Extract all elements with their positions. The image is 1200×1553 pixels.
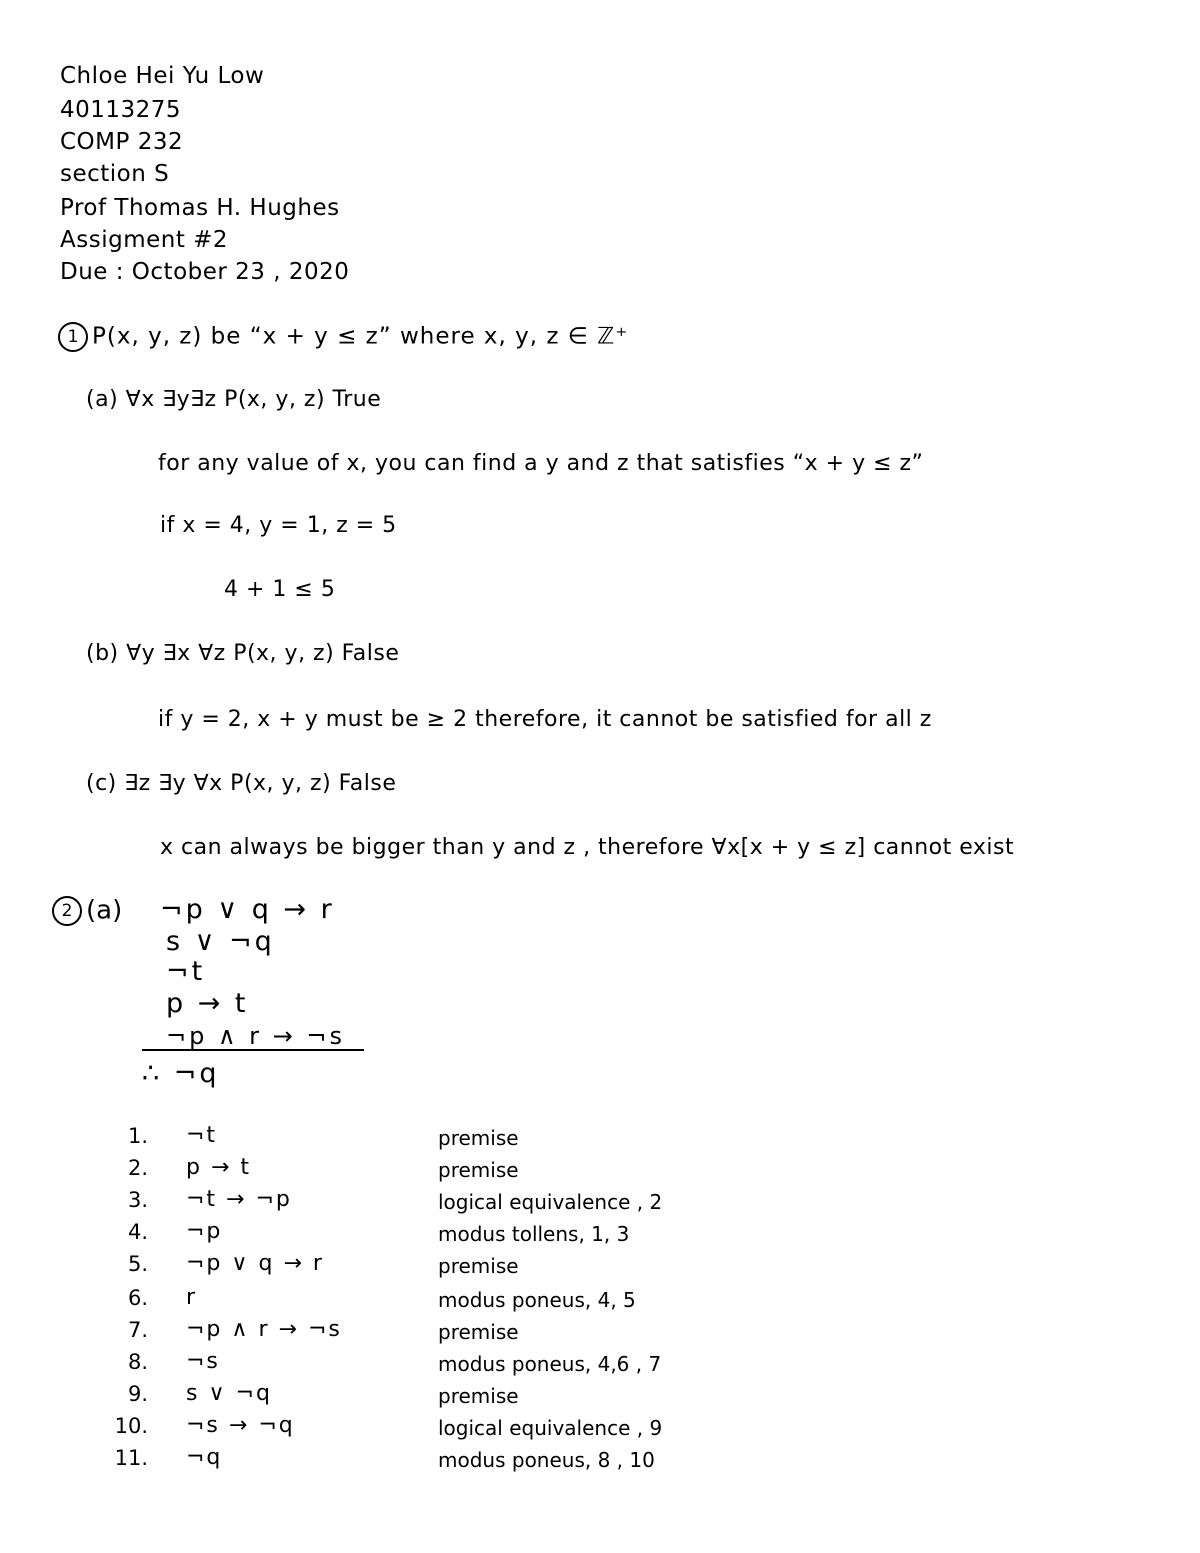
q1-number-circle: 1 bbox=[58, 322, 88, 352]
q1-predicate: P(x, y, z) be “x + y ≤ z” where x, y, z ∈ ℤ⁺ bbox=[92, 323, 629, 350]
q1a-label: (a) ∀x ∃y∃z P(x, y, z) True bbox=[86, 387, 382, 412]
q2-premise-1: ¬p ∨ q → r bbox=[160, 894, 335, 925]
q2-premise-3: ¬t bbox=[166, 956, 206, 987]
step-justification: logical equivalence , 9 bbox=[438, 1416, 663, 1440]
step-justification: logical equivalence , 2 bbox=[438, 1190, 663, 1214]
step-statement: ¬p ∨ q → r bbox=[186, 1251, 324, 1276]
step-justification: premise bbox=[438, 1384, 519, 1408]
q2-conclusion: ∴ ¬q bbox=[142, 1058, 220, 1089]
step-justification: premise bbox=[438, 1126, 519, 1150]
step-number: 9. bbox=[127, 1382, 148, 1406]
q2-premise-2: s ∨ ¬q bbox=[166, 926, 275, 957]
professor-name: Prof Thomas H. Hughes bbox=[60, 195, 340, 221]
step-number: 8. bbox=[127, 1350, 148, 1374]
step-justification: modus poneus, 4,6 , 7 bbox=[438, 1352, 662, 1376]
argument-divider bbox=[142, 1049, 364, 1051]
step-statement: ¬t → ¬p bbox=[186, 1187, 292, 1212]
assignment-title: Assigment #2 bbox=[60, 227, 229, 253]
q1a-example-check: 4 + 1 ≤ 5 bbox=[224, 577, 336, 602]
course-code: COMP 232 bbox=[60, 129, 184, 155]
q2-heading bbox=[52, 896, 122, 926]
step-justification: modus poneus, 8 , 10 bbox=[438, 1448, 655, 1472]
q2-part-label: (a) bbox=[86, 895, 123, 926]
step-statement: ¬s bbox=[186, 1349, 220, 1374]
q1c-label: (c) ∃z ∃y ∀x P(x, y, z) False bbox=[86, 771, 397, 796]
step-number: 4. bbox=[127, 1220, 148, 1244]
student-name: Chloe Hei Yu Low bbox=[60, 63, 265, 89]
step-number: 1. bbox=[127, 1124, 148, 1148]
q2-premise-5: ¬p ∧ r → ¬s bbox=[166, 1022, 346, 1050]
q2-number-circle: 2 bbox=[52, 896, 82, 926]
step-number: 7. bbox=[127, 1318, 148, 1342]
step-statement: ¬t bbox=[186, 1123, 218, 1148]
step-statement: r bbox=[186, 1285, 198, 1310]
step-statement: p → t bbox=[186, 1155, 252, 1180]
step-statement: ¬s → ¬q bbox=[186, 1413, 295, 1438]
step-statement: ¬q bbox=[186, 1445, 223, 1470]
step-number: 2. bbox=[127, 1156, 148, 1180]
step-justification: premise bbox=[438, 1254, 519, 1278]
step-number: 5. bbox=[127, 1252, 148, 1276]
q1c-explanation: x can always be bigger than y and z , therefore ∀x[x + y ≤ z] cannot exist bbox=[160, 835, 1015, 860]
step-statement: ¬p ∧ r → ¬s bbox=[186, 1317, 342, 1342]
student-id: 40113275 bbox=[60, 97, 182, 123]
step-number: 3. bbox=[127, 1188, 148, 1212]
q1-statement bbox=[58, 322, 628, 352]
q1b-label: (b) ∀y ∃x ∀z P(x, y, z) False bbox=[86, 641, 400, 666]
step-number: 11. bbox=[114, 1446, 148, 1470]
step-number: 10. bbox=[114, 1414, 148, 1438]
step-justification: modus poneus, 4, 5 bbox=[438, 1288, 636, 1312]
q2-premise-4: p → t bbox=[166, 988, 249, 1019]
q1a-example: if x = 4, y = 1, z = 5 bbox=[160, 513, 397, 538]
course-section: section S bbox=[60, 161, 170, 187]
q1b-explanation: if y = 2, x + y must be ≥ 2 therefore, it cannot be satisfied for all z bbox=[158, 707, 932, 732]
step-statement: ¬p bbox=[186, 1219, 223, 1244]
step-number: 6. bbox=[127, 1286, 148, 1310]
step-statement: s ∨ ¬q bbox=[186, 1381, 272, 1406]
q1a-explanation: for any value of x, you can find a y and z that satisfies “x + y ≤ z” bbox=[158, 451, 924, 476]
due-date: Due : October 23 , 2020 bbox=[60, 259, 350, 285]
step-justification: premise bbox=[438, 1320, 519, 1344]
step-justification: modus tollens, 1, 3 bbox=[438, 1222, 630, 1246]
step-justification: premise bbox=[438, 1158, 519, 1182]
